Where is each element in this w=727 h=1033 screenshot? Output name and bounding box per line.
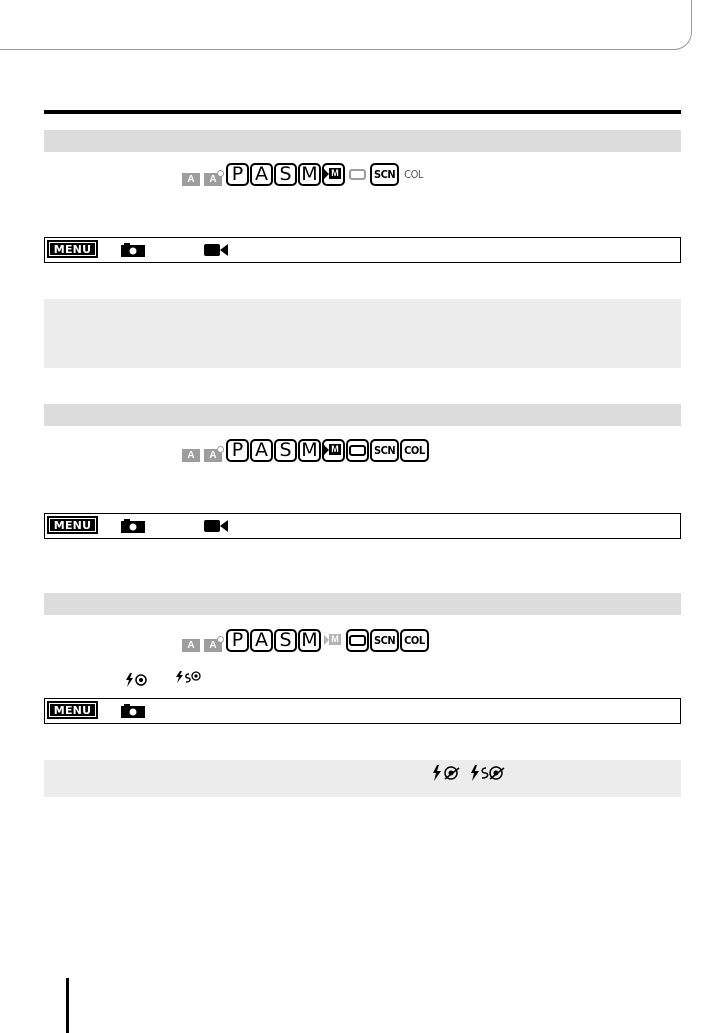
manual-mode-icon: M — [298, 163, 321, 186]
menu-icon: MENU — [47, 701, 98, 719]
intelligent-auto-plus-icon: A — [204, 170, 224, 186]
menu-icon: MENU — [47, 240, 98, 258]
section-rule — [44, 110, 681, 114]
creative-control-icon: COL — [400, 439, 428, 462]
scene-mode-icon: SCN — [370, 629, 399, 652]
note-box-1 — [44, 299, 681, 368]
page-margin-rule — [66, 978, 69, 1033]
shutter-mode-icon: S — [274, 163, 297, 186]
intelligent-auto-plus-icon: A — [204, 446, 224, 462]
camera-icon — [121, 704, 145, 718]
mode-icons-2 — [182, 436, 430, 462]
intelligent-auto-icon: A — [182, 446, 202, 462]
aperture-mode-icon: A — [250, 629, 273, 652]
slow-redeye-off-icon — [470, 765, 506, 781]
camera-icon — [121, 243, 145, 257]
mode-icons-1 — [182, 160, 428, 186]
redeye-off-icon — [432, 765, 462, 781]
creative-video-mode-icon: M — [322, 629, 345, 652]
section-heading-bar-2 — [44, 404, 681, 426]
section-heading-bar-1 — [44, 130, 681, 152]
aperture-mode-icon: A — [250, 163, 273, 186]
panorama-mode-icon — [346, 163, 369, 186]
mode-icons-3 — [182, 626, 430, 652]
manual-mode-icon: M — [298, 629, 321, 652]
aperture-mode-icon: A — [250, 439, 273, 462]
menu-path-2 — [44, 513, 681, 539]
page-edge — [716, 0, 727, 60]
creative-video-mode-icon: M — [322, 163, 345, 186]
intelligent-auto-plus-icon: A — [204, 636, 224, 652]
scene-mode-icon: SCN — [370, 439, 399, 462]
shutter-mode-icon: S — [274, 439, 297, 462]
intelligent-auto-icon: A — [182, 170, 202, 186]
intelligent-auto-icon: A — [182, 636, 202, 652]
camera-icon — [121, 519, 145, 533]
video-icon — [204, 243, 228, 257]
scene-mode-icon: SCN — [370, 163, 399, 186]
page-header-tab — [0, 0, 692, 50]
program-mode-icon: P — [226, 439, 249, 462]
creative-control-icon: COL — [400, 629, 428, 652]
creative-video-mode-icon: M — [322, 439, 345, 462]
menu-icon: MENU — [47, 516, 98, 534]
video-icon — [204, 519, 228, 533]
manual-mode-icon: M — [298, 439, 321, 462]
section-heading-bar-3 — [44, 593, 681, 615]
flash-redeye-icon — [126, 673, 148, 687]
program-mode-icon: P — [226, 629, 249, 652]
note-box-3 — [44, 760, 681, 797]
panorama-mode-icon — [346, 629, 369, 652]
menu-path-1 — [44, 237, 681, 263]
flash-slow-redeye-icon — [176, 671, 202, 685]
program-mode-icon: P — [226, 163, 249, 186]
shutter-mode-icon: S — [274, 629, 297, 652]
panorama-mode-icon — [346, 439, 369, 462]
menu-path-3 — [44, 698, 681, 724]
creative-control-icon: COL — [404, 168, 423, 181]
